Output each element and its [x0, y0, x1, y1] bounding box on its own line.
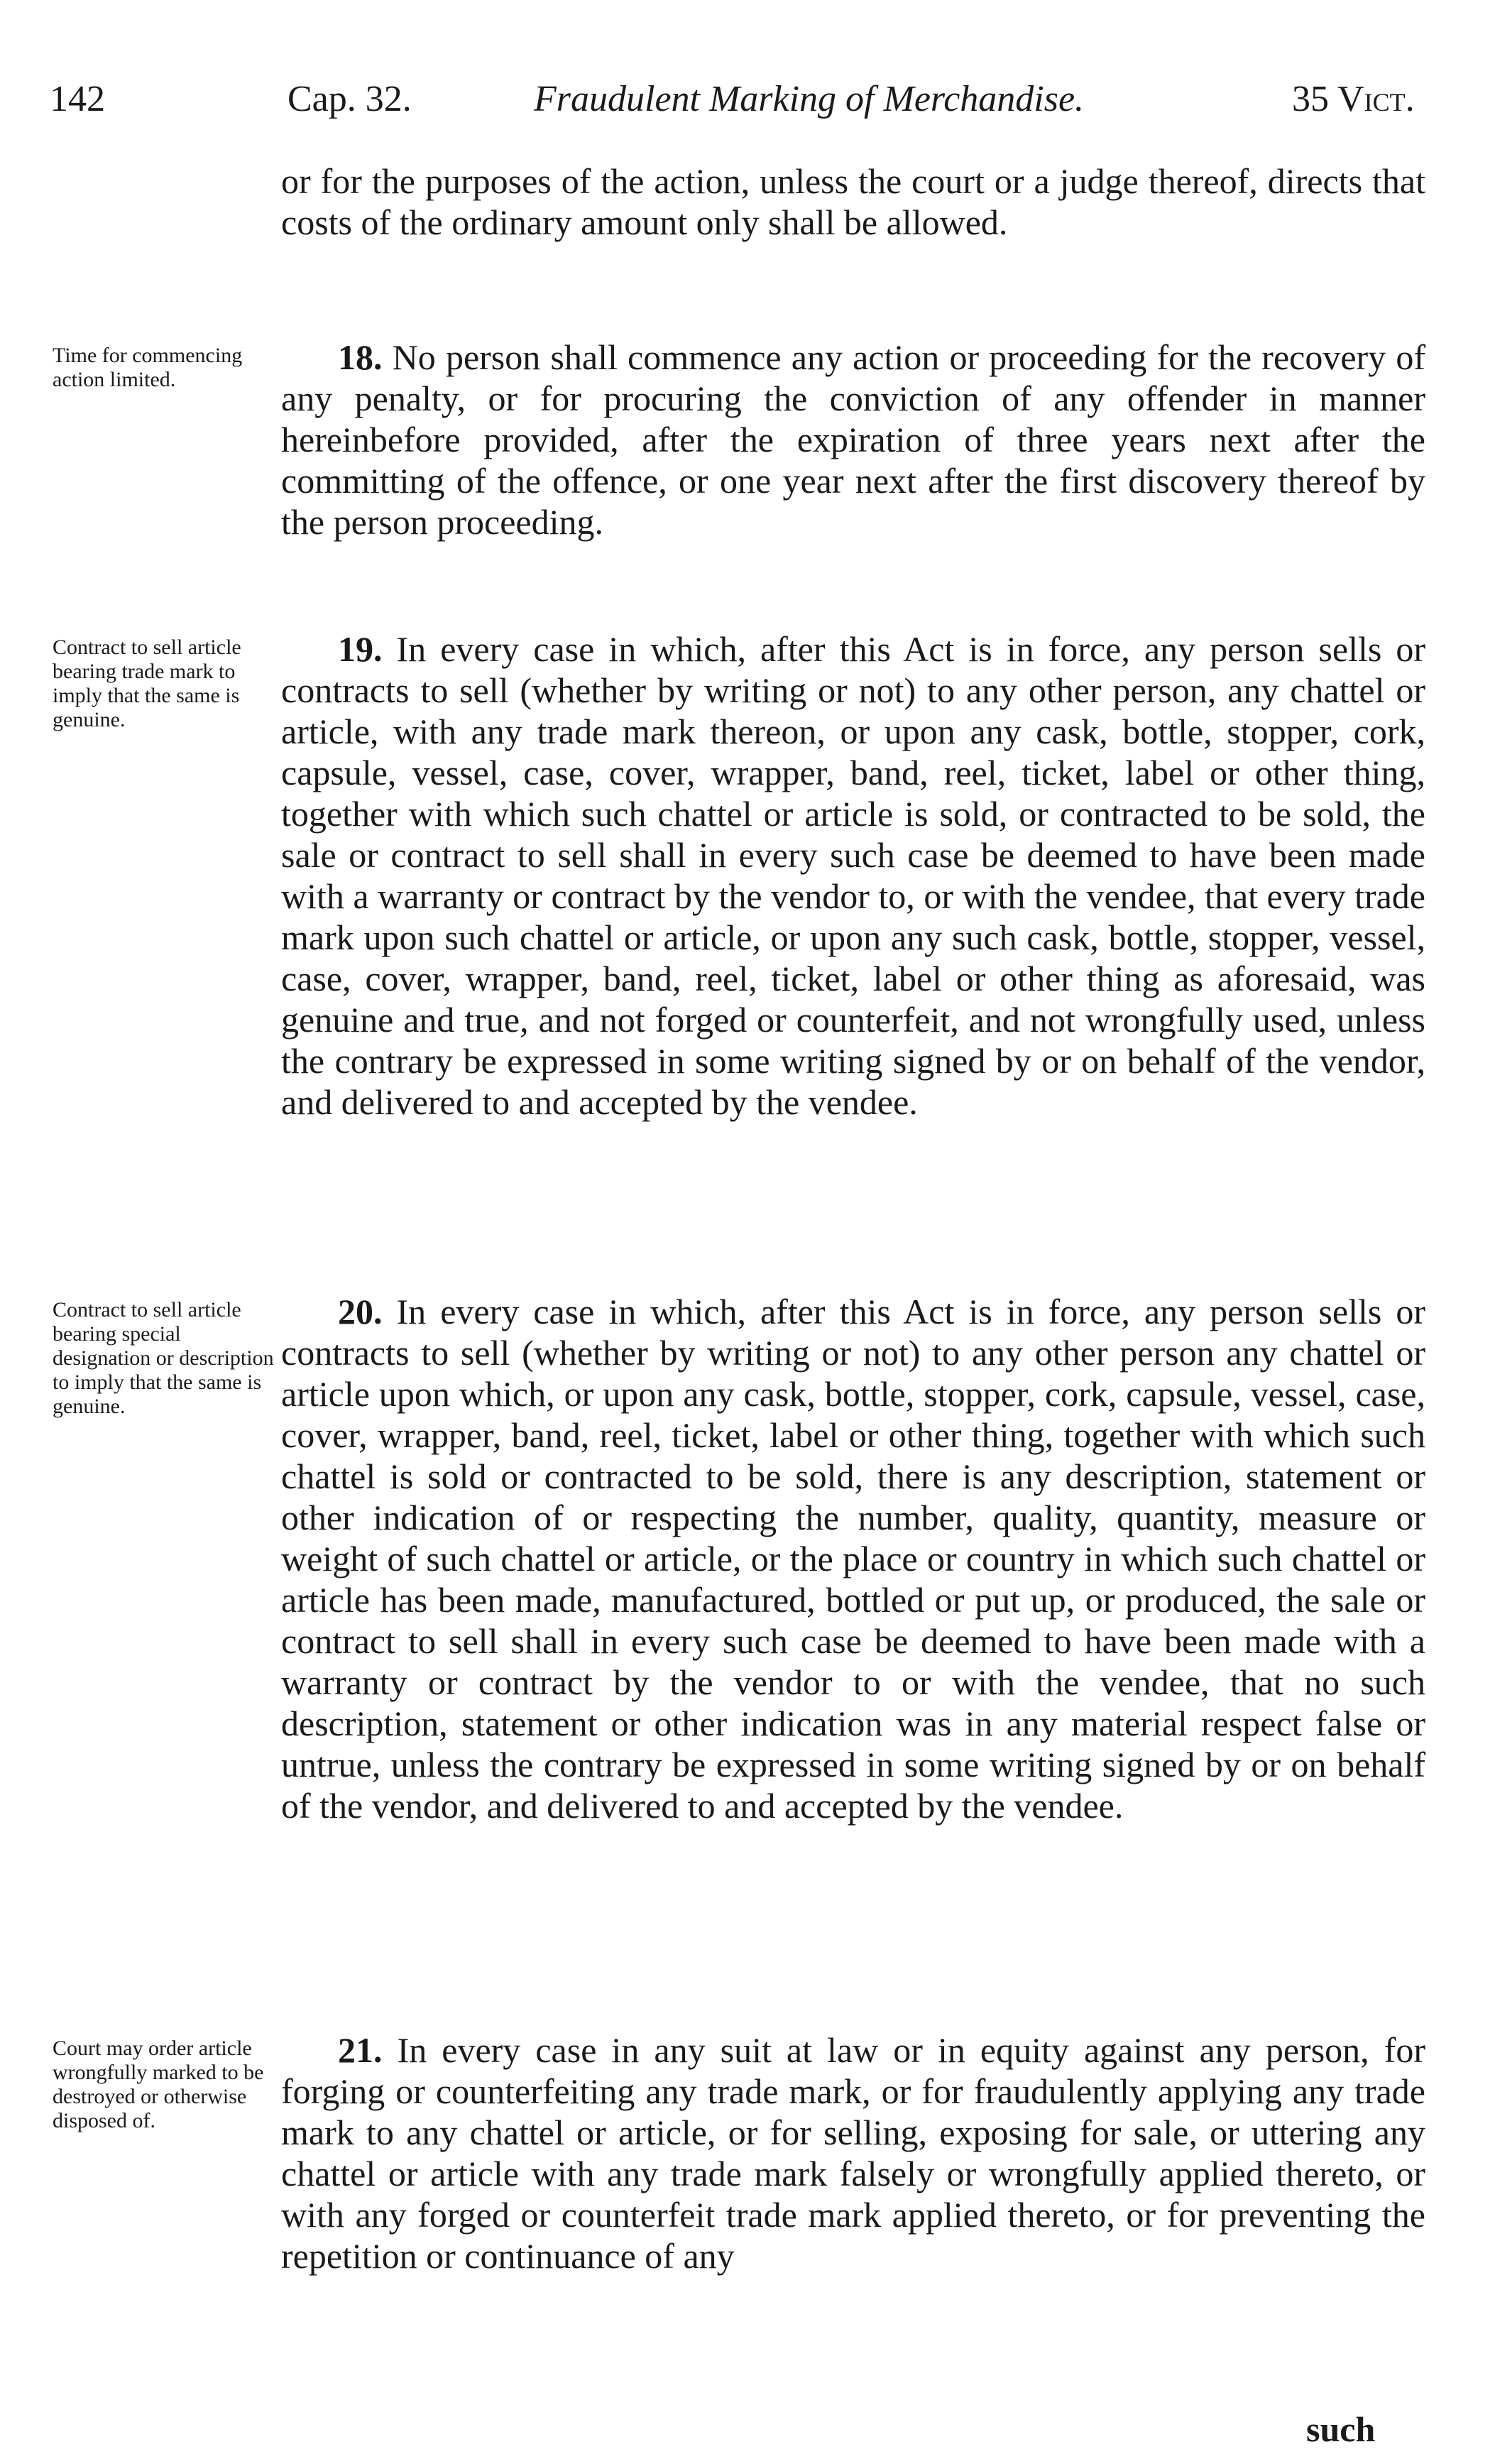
continuation-paragraph: or for the purposes of the action, unless the court or a judge thereof, directs that costs of the ordinary amount only shall be allowed.: [281, 161, 1425, 242]
regnal-year: 35 Vict.: [1292, 79, 1415, 119]
section-number: 21.: [338, 2030, 383, 2070]
section-number: 20.: [338, 1292, 383, 1331]
catchword: such: [1306, 2409, 1376, 2449]
section-body: [281, 2029, 1425, 2277]
section-body: [281, 337, 1425, 543]
section-number: 18.: [338, 337, 383, 377]
section-text: In every case in which, after this Act is in force, any person sells or contracts to sell (whether by writing or not) to any other person any chattel or article upon which, or upon any cask, bottle, stopper, cork, capsule, vessel, case, cover, wrapper, band, reel, ticket, label or other thing, together with which such chattel is sold or contracted to be sold, there is any description, statement or other indication of or respecting the number, quality, quantity, measure or weight of such chattel or article, or the place or country in which such chattel or article has been made, manufactured, bottled or put up, or produced, the sale or contract to sell shall in every such case be deemed to have been made with a warranty or contract by the vendor to or with the vendee, that no such description, statement or other indication was in any material respect false or untrue, unless the contrary be expressed in some writing signed by or on behalf of the vendor, and delivered to and accepted by the vendee.: [281, 1292, 1425, 1826]
section-body: [281, 1291, 1425, 1826]
page-number: 142: [50, 79, 105, 119]
chapter-label: Cap. 32.: [288, 79, 412, 119]
margin-note: Time for commencing action limited.: [53, 344, 243, 391]
section-text: No person shall commence any action or proceeding for the recovery of any penalty, or for procuring the conviction of any offender in manner hereinbefore provided, after the expiration of three years next after the committing of the offence, or one year next after the first discovery thereof by the person proceeding.: [281, 337, 1425, 542]
section-text: In every case in any suit at law or in equity against any person, for forging or counterfeiting any trade mark, or for fraudulently applying any trade mark to any chattel or article, or for selling, exposing for sale, or uttering any chattel or article with any trade mark falsely or wrongfully applied thereto, or with any forged or counterfeit trade mark applied thereto, or for preventing the repetition or continuance of any: [281, 2030, 1426, 2276]
margin-note: Court may order article wrongfully marked to be destroyed or otherwise disposed of.: [53, 2037, 264, 2132]
section-body: [281, 628, 1425, 1123]
section-text: In every case in which, after this Act is in force, any person sells or contracts to sell (whether by writing or not) to any other person, any chattel or article, with any trade mark thereon, or upon any cask, bottle, stopper, cork, capsule, vessel, case, cover, wrapper, band, reel, ticket, label or other thing, together with which such chattel or article is sold, or contracted to be sold, the sale or contract to sell shall in every such case be deemed to have been made with a warranty or contract by the vendor to, or with the vendee, that every trade mark upon such chattel or article, or upon any such cask, bottle, stopper, vessel, case, cover, wrapper, band, reel, ticket, label or other thing as aforesaid, was genuine and true, and not forged or counterfeit, and not wrongfully used, unless the contrary be expressed in some writing signed by or on behalf of the vendor, and delivered to and accepted by the vendee.: [281, 629, 1425, 1122]
section-number: 19.: [338, 629, 383, 669]
running-header: [43, 78, 1448, 135]
running-title: Fraudulent Marking of Merchandise.: [534, 79, 1085, 119]
margin-note: Contract to sell article bearing trade mark to imply that the same is genuine.: [53, 636, 241, 731]
margin-note: Contract to sell article bearing special designation or description to imply that the same is genuine.: [53, 1298, 274, 1418]
